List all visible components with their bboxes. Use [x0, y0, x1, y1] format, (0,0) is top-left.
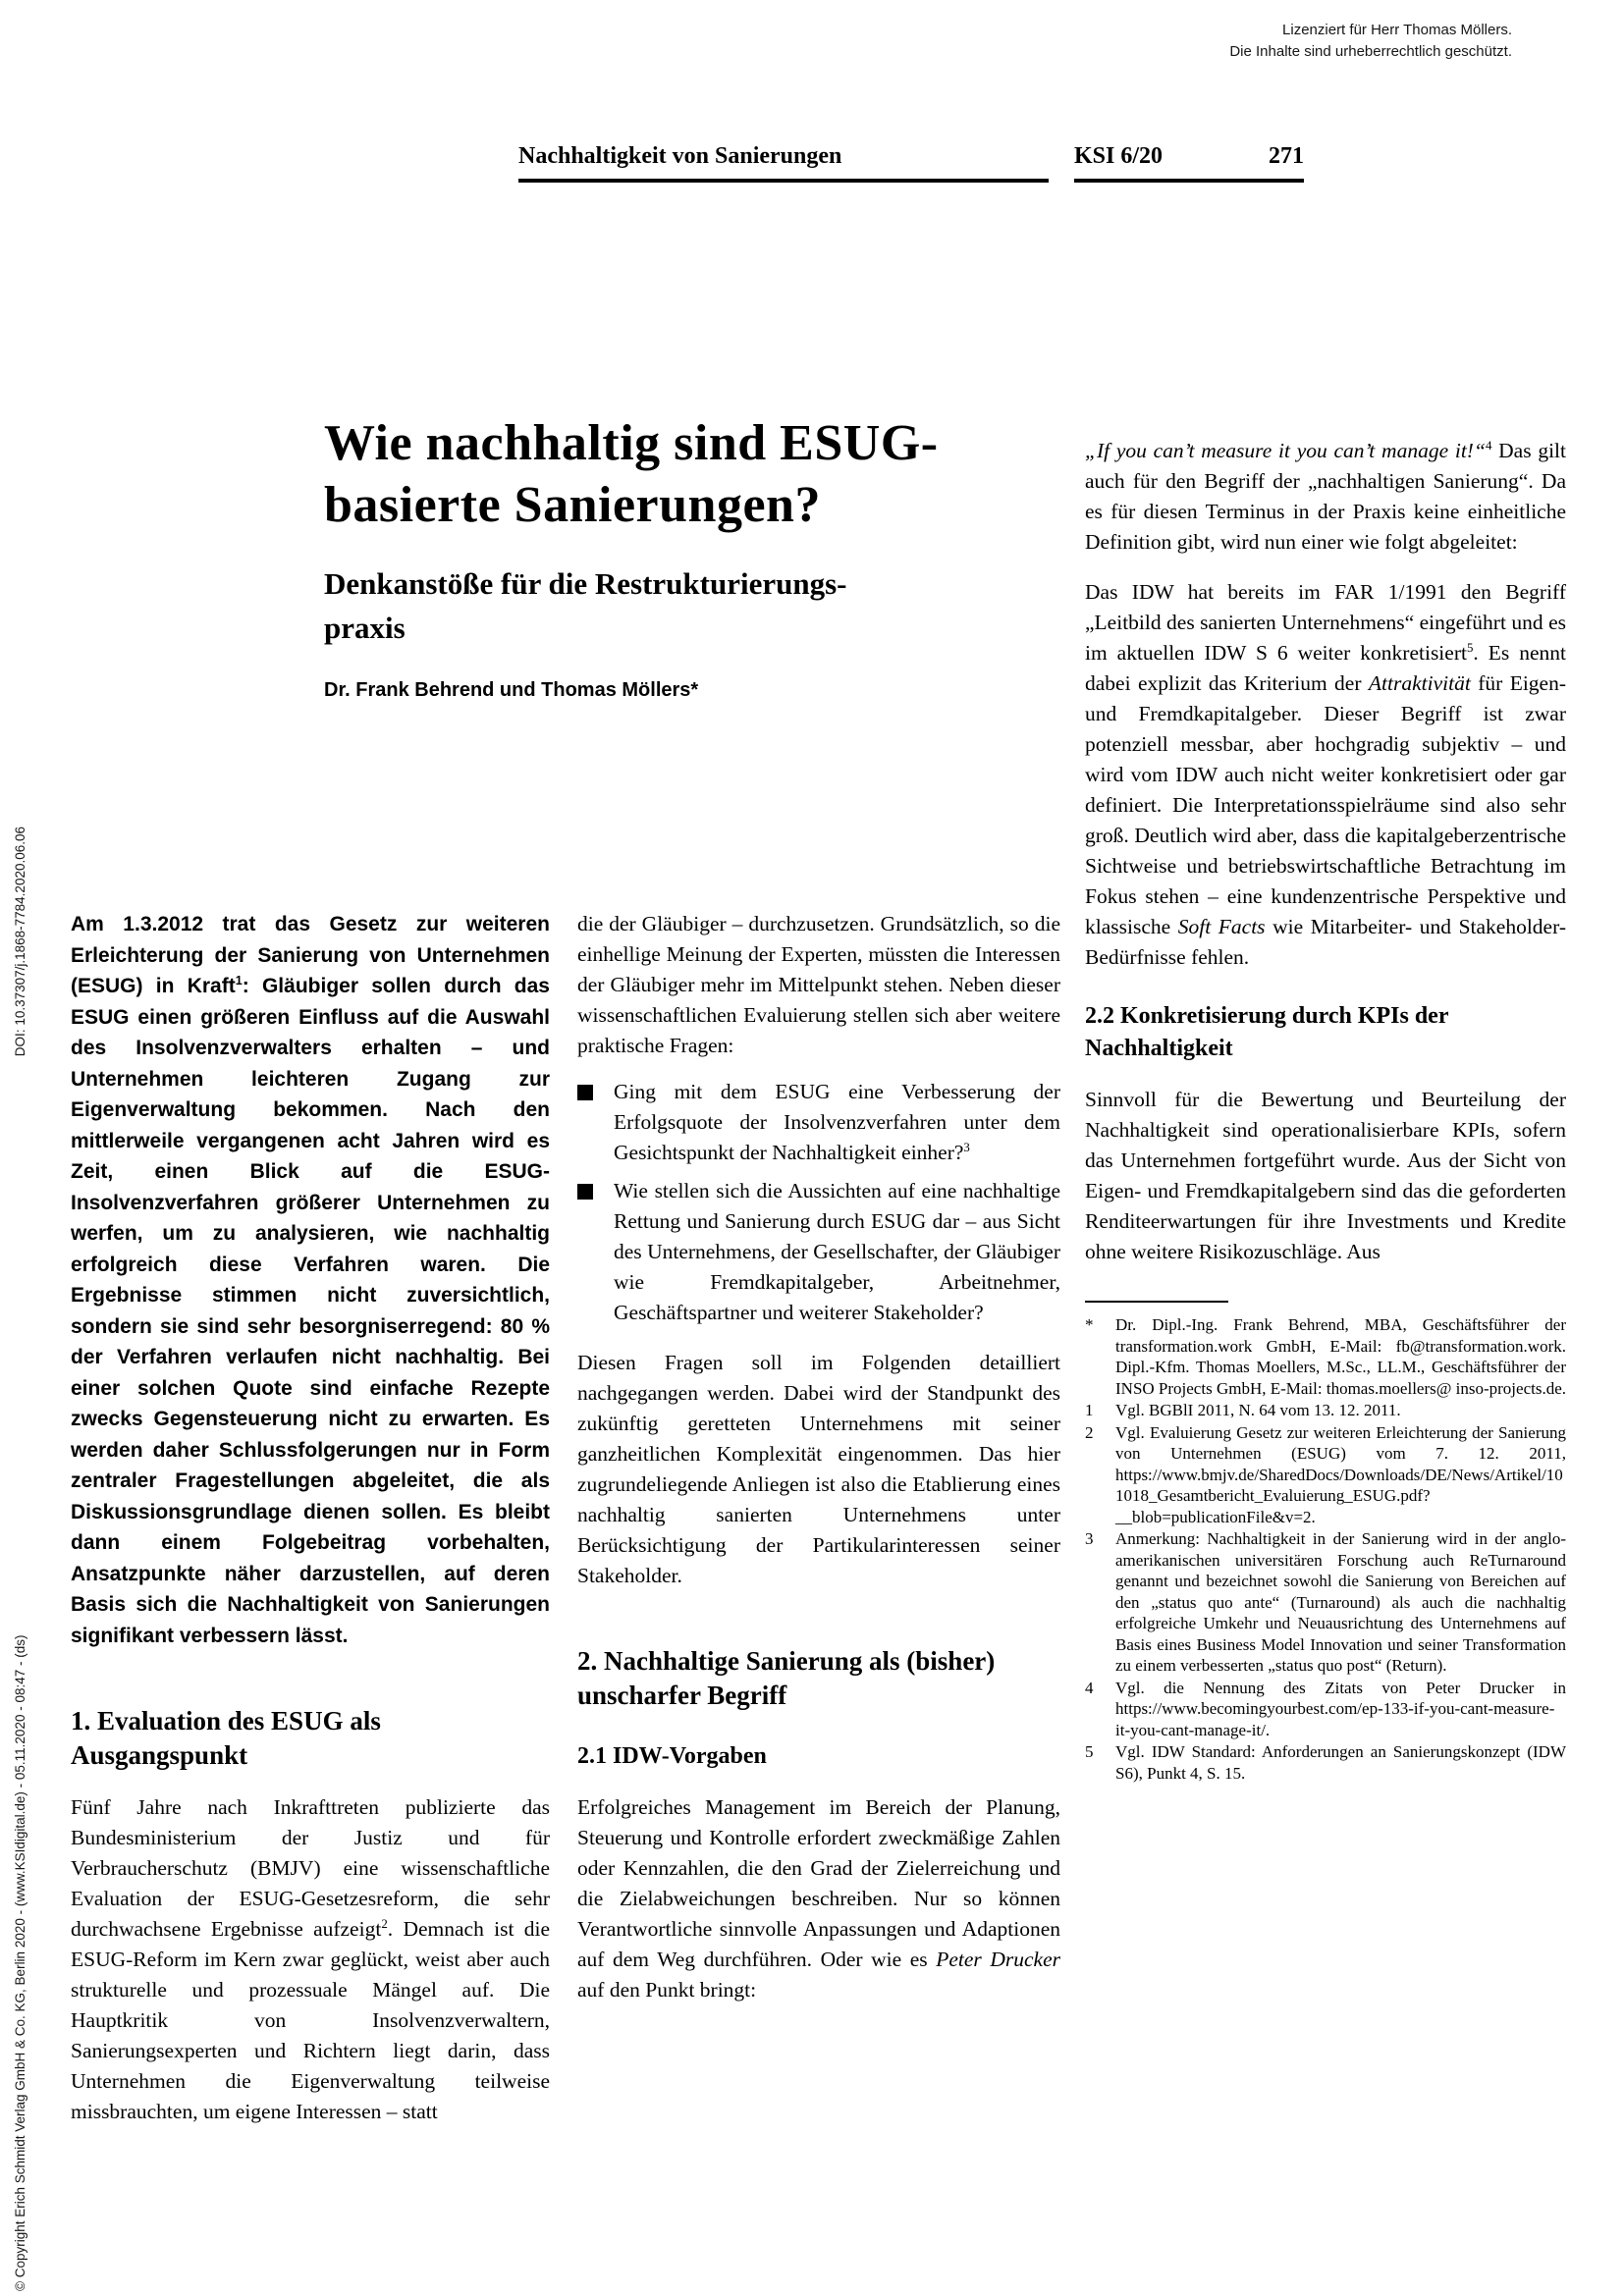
license-line-1: Lizenziert für Herr Thomas Möllers.	[1282, 22, 1512, 38]
footnote-item	[1085, 1741, 1566, 1784]
footnote-item	[1085, 1678, 1566, 1741]
footnote-text: Anmerkung: Nachhaltigkeit in der Sanierung wird in der anglo-amerikanischen universitären Forschung auch ReTurnaround genannt und bezeichnet sowohl die Sanierung von Bereichen auf den „status quo ante“ (Turnaround) als auch die nachhaltig erfolgreiche Umkehr und Neuausrichtung des Unternehmens auf Basis eines Business Model Innovation und seiner Transformation zu einem verbesserten „status quo post“ (Return).	[1115, 1529, 1566, 1675]
footnote-marker: 5	[1085, 1742, 1094, 1761]
quote-paragraph: „If you can’t measure it you can’t manage it!“$^4$ Das gilt auch für den Begriff der „nachhaltigen Sanierung“. Da es für diesen Terminus in der Praxis keine einheitliche Definition gibt, wird nun einer wie folgt abgeleitet:	[1085, 438, 1567, 554]
article-header	[324, 412, 1080, 702]
footnote-marker: 4	[1085, 1678, 1094, 1697]
square-bullet-icon	[577, 1184, 593, 1200]
section-2-heading: 2. Nachhaltige Sanierung als (bisher) unscharfer Begriff	[577, 1646, 996, 1710]
footnote-text: Vgl. IDW Standard: Anforderungen an Sanierungskonzept (IDW S6), Punkt 4, S. 15.	[1115, 1742, 1566, 1783]
journal-header	[1074, 143, 1304, 183]
running-title: Nachhaltigkeit von Sanierungen	[518, 143, 1049, 183]
footnote-text: Vgl. die Nennung des Zitats von Peter Drucker in https://www.becomingyourbest.com/ep-133-if-you-cant-measure-it-you-cant-manage-it/.	[1115, 1678, 1566, 1739]
section-2-2-paragraph: Sinnvoll für die Bewertung und Beurteilung der Nachhaltigkeit sind operationalisierbare KPIs, sofern das Unternehmen fortgeführt wurde. Aus der Sicht von Eigen- und Fremdkapitalgebern sind das die geforderten Renditeerwartungen für ihre Investments und Kredite ohne weitere Risikozuschläge. Aus	[1085, 1088, 1566, 1263]
idw-paragraph: Das IDW hat bereits im FAR 1/1991 den Begriff „Leitbild des sanierten Unternehmens“ eingeführt und es im aktuellen IDW S 6 weiter konkretisiert$^5$. Es nennt dabei explizit das Kriterium der Attraktivität für Eigen- und Fremdkapitalgeber. Dieser Begriff ist zwar potenziell messbar, aber hochgradig subjektiv – und wird vom IDW auch nicht weiter konkretisiert oder gar definiert. Die Interpretationsspielräume sind also sehr groß. Deutlich wird aber, dass die kapitalgeberzentrische Sichtweise und betriebswirtschaftliche Betrachtung im Fokus stehen – eine kundenzentrische Perspektive und klassische Soft Facts wie Mitarbeiter- und Stakeholder-Bedürfnisse fehlen.	[1085, 580, 1566, 969]
footnote-text: Dr. Dipl.-Ing. Frank Behrend, MBA, Geschäftsführer der transformation.work GmbH, E-Mail: fb@transformation.work. Dipl.-Kfm. Thomas Moellers, M.Sc., LL.M., Geschäftsführer der INSO Projects GmbH, E-Mail: thomas.moellers@ inso-projects.de.	[1115, 1315, 1566, 1398]
bullet-item-1	[577, 1077, 1060, 1168]
square-bullet-icon	[577, 1085, 593, 1100]
footnote-marker: 1	[1085, 1401, 1094, 1419]
license-line-2: Die Inhalte sind urheberrechtlich geschützt.	[1229, 43, 1512, 60]
section-2-2-heading: 2.2 Konkretisierung durch KPIs der Nachhaltigkeit	[1085, 1003, 1449, 1061]
sidebar-doi-text: DOI: 10.37307/j.1868-7784.2020.06.06	[13, 827, 27, 1057]
footnote-item	[1085, 1528, 1566, 1677]
section-2-1-heading: 2.1 IDW-Vorgaben	[577, 1743, 767, 1769]
footnote-marker: *	[1085, 1315, 1094, 1334]
article-subtitle-line-2: praxis	[324, 611, 406, 645]
article-subtitle-line-1: Denkanstöße für die Restrukturierungs-	[324, 566, 847, 601]
page-number: 271	[1269, 143, 1304, 169]
sidebar-copyright-text: © Copyright Erich Schmidt Verlag GmbH & Co. KG, Berlin 2020 - (www.KSIdigital.de) - 05.11.2020 - 08:47 - (ds)	[13, 1634, 27, 2291]
bullet-list	[577, 1077, 1060, 1328]
section-2-1-paragraph: Erfolgreiches Management im Bereich der Planung, Steuerung und Kontrolle erfordert zweckmäßige Zahlen oder Kennzahlen, die den Grad der Zielerreichung und die Zielabweichungen beschreiben. Nur so können Verantwortliche sinnvolle Anpassungen und Adaptionen auf dem Weg durchführen. Oder wie es Peter Drucker auf den Punkt bringt:	[577, 1795, 1060, 2002]
article-subtitle	[324, 561, 1080, 650]
footnotes	[1085, 1301, 1566, 1784]
column-left	[71, 909, 550, 2127]
article-title-line-1: Wie nachhaltig sind ESUG-	[324, 415, 939, 471]
lead-paragraph: Am 1.3.2012 trat das Gesetz zur weiteren Erleichterung der Sanierung von Unternehmen (ESUG) in Kraft$^1$: Gläubiger sollen durch das ESUG einen größeren Einfluss auf die Auswahl des Insolvenzverwalters erhalten – und Unternehmen leichteren Zugang zur Eigenverwaltung bekommen. Nach den mittlerweile vergangenen acht Jahren wird es Zeit, einen Blick auf die ESUG-Insolvenzverfahren größerer Unternehmen zu werfen, um zu analysieren, wie nachhaltig erfolgreich diese Verfahren waren. Die Ergebnisse stimmen nicht zuversichtlich, sondern sie sind sehr besorgniserregend: 80 % der Verfahren verlaufen nicht nachhaltig. Bei einer solchen Quote sind einfache Rezepte zwecks Gegensteuerung nicht zu erwarten. Es werden daher Schlussfolgerungen nur in Form zentraler Fragestellungen abgeleitet, die als Diskussionsgrundlage dienen sollen. Es bleibt dann einem Folgebeitrag vorbehalten, Ansatzpunkte näher darzustellen, auf deren Basis sich die Nachhaltigkeit von Sanierungen signifikant verbessern lässt.	[71, 913, 550, 1647]
footnote-item	[1085, 1400, 1566, 1421]
footnote-text: Vgl. BGBlI 2011, N. 64 vom 13. 12. 2011.	[1115, 1401, 1401, 1419]
article-title	[324, 412, 1080, 536]
footnote-item	[1085, 1422, 1566, 1528]
section-1-paragraph: Fünf Jahre nach Inkrafttreten publizierte das Bundesministerium der Justiz und für Verbraucherschutz (BMJV) eine wissenschaftliche Evaluation der ESUG-Gesetzesreform, die sehr durchwachsene Ergebnisse aufzeigt$^2$. Demnach ist die ESUG-Reform im Kern zwar geglückt, weist aber auch strukturelle und prozessuale Mängel auf. Die Hauptkritik von Insolvenzverwaltern, Sanierungsexperten und Richtern liegt darin, dass Unternehmen die Eigenverwaltung teilweise missbrauchten, um eigene Interessen – statt	[71, 1795, 550, 2123]
bullet-item-2-text: Wie stellen sich die Aussichten auf eine nachhaltige Rettung und Sanierung durch ESUG dar – aus Sicht des Unternehmens, der Gesellschafter, der Gläubiger wie Fremdkapitalgeber, Arbeitnehmer, Geschäftspartner und weiterer Stakeholder?	[614, 1179, 1060, 1324]
column-middle	[577, 909, 1060, 2005]
paragraph-creditors: die der Gläubiger – durchzusetzen. Grundsätzlich, so die einhellige Meinung der Experten, müssten die Interessen der Gläubiger mehr im Mittelpunkt stehen. Neben dieser wissenschaftlichen Evaluierung stellen sich aber weitere praktische Fragen:	[577, 912, 1060, 1057]
article-title-line-2: basierte Sanierungen?	[324, 477, 821, 533]
column-right	[1085, 436, 1566, 1784]
footnote-item	[1085, 1314, 1566, 1399]
article-authors: Dr. Frank Behrend und Thomas Möllers*	[324, 679, 699, 701]
footnote-divider	[1085, 1301, 1228, 1303]
license-note	[1229, 20, 1512, 63]
bullet-item-1-text: Ging mit dem ESUG eine Verbesserung der Erfolgsquote der Insolvenzverfahren unter dem Gesichtspunkt der Nachhaltigkeit einher?$^3$	[614, 1080, 1060, 1164]
bullet-item-2	[577, 1176, 1060, 1328]
footnote-marker: 3	[1085, 1529, 1094, 1548]
section-1-heading: 1. Evaluation des ESUG als Ausgangspunkt	[71, 1706, 381, 1770]
footnote-text: Vgl. Evaluierung Gesetz zur weiteren Erleichterung der Sanierung von Unternehmen (ESUG) vom 7. 12. 2011, https://www.bmjv.de/SharedDocs/Downloads/DE/News/Artikel/101018_Gesamtbericht_Evaluierung_ESUG.pdf?__blob=publicationFile&v=2.	[1115, 1422, 1566, 1526]
journal-issue: KSI 6/20	[1074, 143, 1164, 169]
footnote-marker: 2	[1085, 1422, 1094, 1442]
paragraph-questions: Diesen Fragen soll im Folgenden detailliert nachgegangen werden. Dabei wird der Standpunkt des zukünftig geretteten Unternehmens mit seiner ganzheitlichen Komplexität eingenommen. Das hier zugrundeliegende Anliegen ist also die Etablierung eines nachhaltig sanierten Unternehmens unter Berücksichtigung der Partikularinteressen seiner Stakeholder.	[577, 1351, 1060, 1587]
copyright-sidebar	[12, 827, 29, 2291]
